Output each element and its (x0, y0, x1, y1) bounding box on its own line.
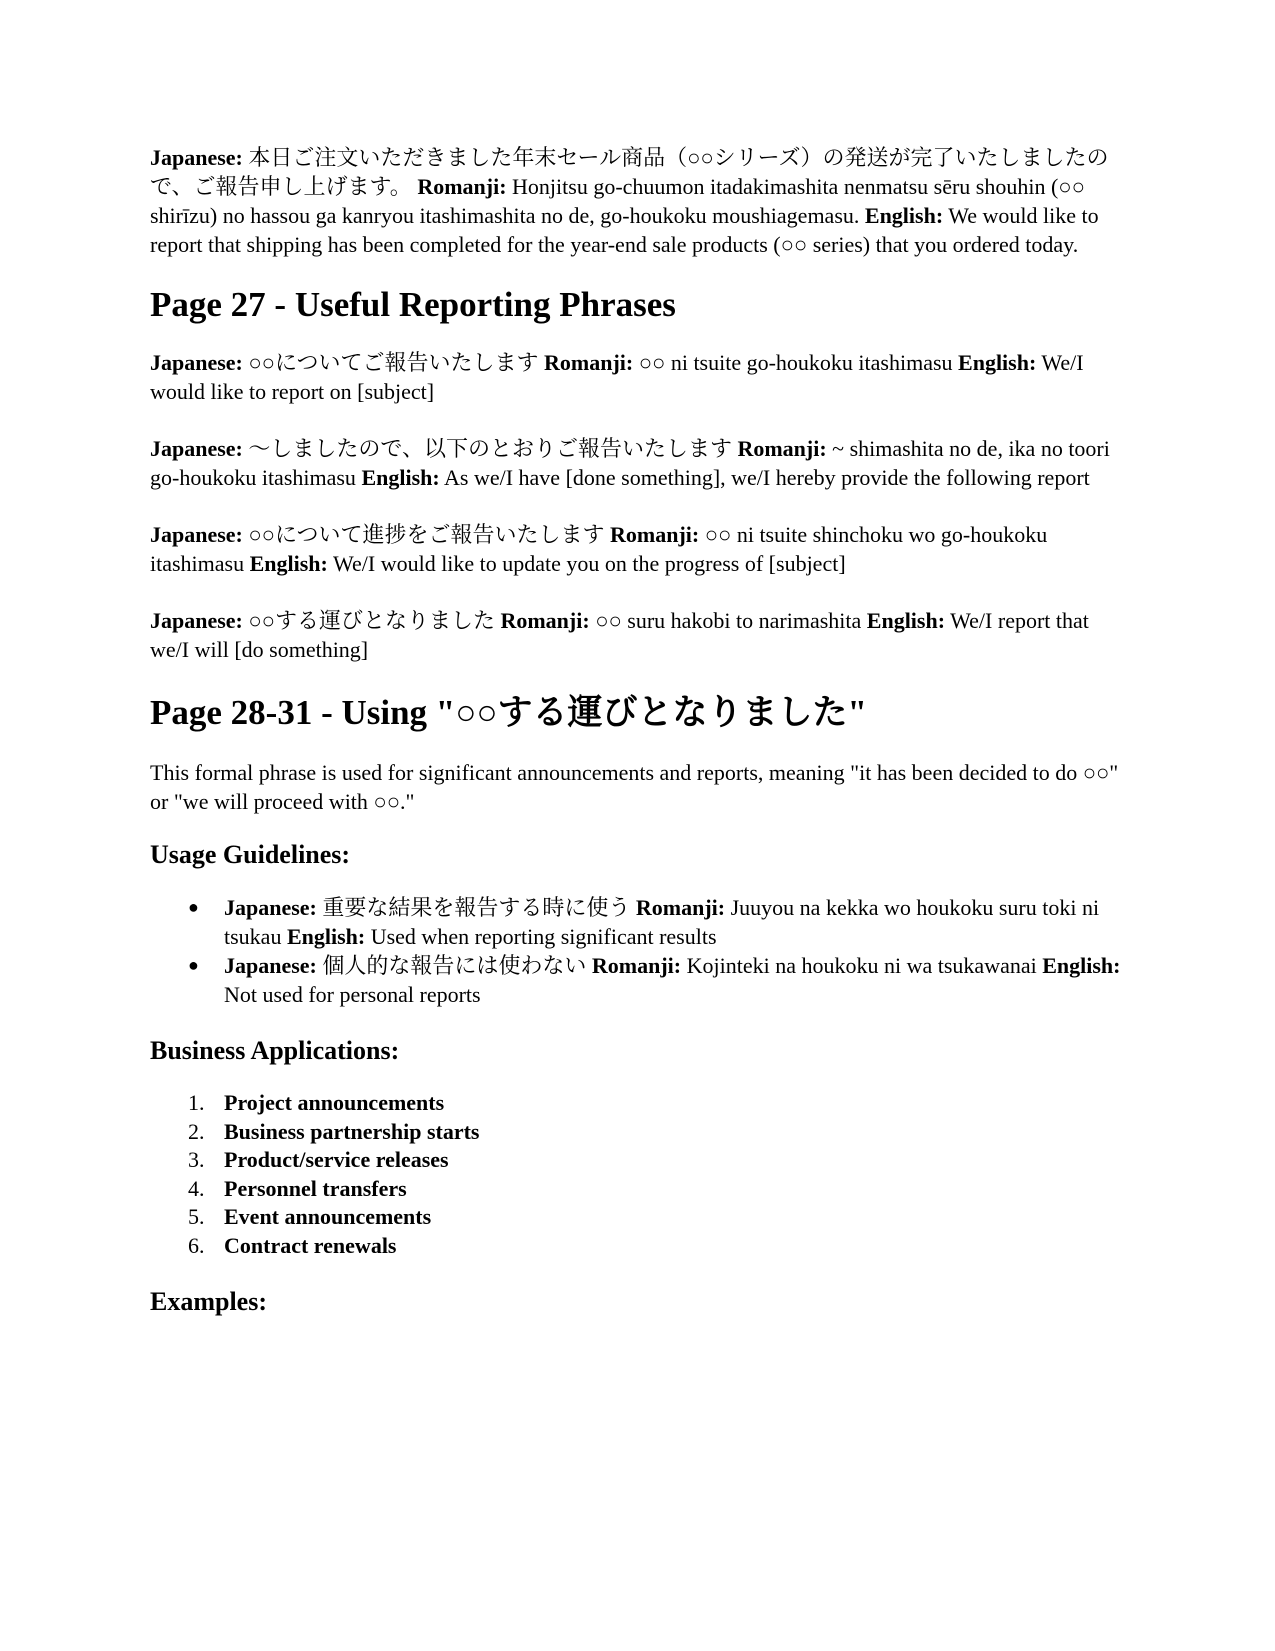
application-label: Product/service releases (224, 1147, 449, 1172)
application-label: Contract renewals (224, 1232, 397, 1258)
romanji-text: ○○ ni tsuite go-houkoku itashimasu (638, 350, 953, 375)
romanji-label: Romanji: (635, 895, 726, 920)
japanese-label: Japanese: (224, 953, 317, 978)
romanji-label: Romanji: (544, 350, 634, 375)
japanese-text: 個人的な報告には使わない (322, 953, 587, 978)
japanese-text: 重要な結果を報告する時に使う (322, 895, 631, 920)
list-item (188, 1232, 1130, 1261)
list-item (188, 951, 1130, 1009)
application-label: Event announcements (224, 1204, 432, 1229)
usage-guidelines-list (150, 893, 1130, 1009)
english-label: English: (286, 924, 366, 949)
business-applications-list (150, 1089, 1130, 1260)
business-applications-heading: Business Applications: (150, 1036, 400, 1065)
list-item (188, 1089, 1130, 1118)
section-28-title: Page 28-31 - Using "○○する運びとなりました" (150, 693, 867, 732)
application-label: Business partnership starts (224, 1118, 480, 1144)
list-number: 3. (188, 1147, 205, 1172)
section-description: This formal phrase is used for significant announcements and reports, meaning "it has been decided to do ○○" or "we will proceed with ○○." (150, 760, 1119, 814)
japanese-label: Japanese: (150, 608, 243, 633)
japanese-text: ○○について進捗をご報告いたします (248, 522, 605, 547)
list-number: 2. (188, 1118, 205, 1144)
romanji-text: Juuyou na kekka wo houkoku suru toki ni tsukau (224, 895, 1100, 949)
list-number: 5. (188, 1204, 205, 1229)
english-text: We/I would like to report on [subject] (150, 350, 1084, 404)
japanese-text: ○○する運びとなりました (248, 608, 495, 633)
list-item (188, 1203, 1130, 1232)
romanji-label: Romanji: (417, 174, 507, 199)
japanese-label: Japanese: (224, 895, 317, 920)
english-text: We/I would like to update you on the progress of [subject] (332, 551, 846, 576)
english-text: Used when reporting significant results (370, 924, 717, 949)
romanji-text: Honjitsu go-chuumon itadakimashita nenmatsu sēru shouhin (○○ shirīzu) no hassou ga kanryou itashimashita no de, go-houkoku moushiagemasu. (150, 174, 1085, 228)
english-label: English: (864, 203, 944, 228)
bullet-icon: ● (188, 897, 199, 917)
english-label: English: (249, 551, 328, 576)
list-number: 6. (188, 1232, 205, 1258)
english-label: English: (958, 350, 1037, 375)
english-text: We/I report that we/I will [do something] (150, 608, 1089, 662)
application-label: Personnel transfers (224, 1175, 407, 1201)
japanese-label: Japanese: (150, 522, 243, 547)
romanji-label: Romanji: (591, 953, 682, 978)
list-item (188, 1175, 1130, 1204)
intro-entry (150, 143, 1130, 259)
application-label: Project announcements (224, 1090, 445, 1115)
japanese-text: 本日ご注文いただきました年末セール商品（○○シリーズ）の発送が完了いたしましたので、ご報告申し上げます。 (150, 145, 1109, 199)
romanji-label: Romanji: (737, 436, 827, 461)
romanji-text: ~ shimashita no de, ika no toori go-houkoku itashimasu (150, 436, 1110, 490)
english-label: English: (1042, 953, 1121, 978)
english-text: As we/I have [done something], we/I hereby provide the following report (444, 465, 1090, 490)
japanese-label: Japanese: (150, 436, 243, 461)
list-item (188, 1146, 1130, 1175)
romanji-label: Romanji: (500, 608, 590, 633)
english-label: English: (866, 608, 946, 633)
romanji-text: ○○ suru hakobi to narimashita (595, 608, 862, 633)
japanese-label: Japanese: (150, 145, 243, 170)
japanese-text: ○○についてご報告いたします (248, 350, 539, 375)
phrase-entry (150, 606, 1130, 664)
phrase-entry (150, 348, 1130, 406)
japanese-label: Japanese: (150, 350, 243, 375)
english-label: English: (361, 465, 440, 490)
japanese-text: ～しましたので、以下のとおりご報告いたします (248, 436, 732, 461)
list-number: 1. (188, 1090, 205, 1115)
examples-heading: Examples: (150, 1287, 267, 1316)
list-item (188, 1118, 1130, 1147)
document-page (150, 143, 1130, 1318)
phrase-entry (150, 520, 1130, 578)
bullet-icon: ● (188, 955, 199, 975)
romanji-text: ○○ ni tsuite shinchoku wo go-houkoku itashimasu (150, 522, 1048, 576)
english-text: Not used for personal reports (224, 982, 481, 1007)
usage-guidelines-heading: Usage Guidelines: (150, 840, 351, 869)
romanji-text: Kojinteki na houkoku ni wa tsukawanai (686, 953, 1037, 978)
romanji-label: Romanji: (610, 522, 700, 547)
section-27-title: Page 27 - Useful Reporting Phrases (150, 285, 676, 324)
english-text: We would like to report that shipping has been completed for the year-end sale products (○○ series) that you ordered today. (150, 203, 1099, 257)
phrase-entry (150, 434, 1130, 492)
list-number: 4. (188, 1175, 205, 1201)
list-item (188, 893, 1130, 951)
